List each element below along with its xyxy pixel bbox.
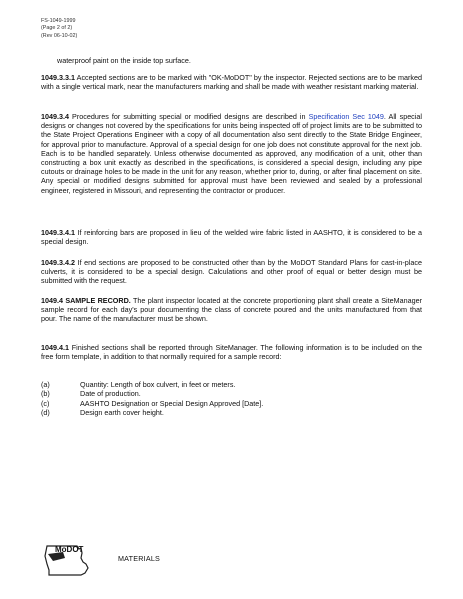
list-item-text: Quantity: Length of box culvert, in feet or meters. [80, 380, 236, 389]
section-1049-3-4-1 [41, 228, 422, 246]
section-1049-4-1 [41, 343, 422, 361]
section-number: 1049.4.1 [41, 343, 69, 352]
section-text-continued: . All special designs or changes not covered by the specifications for units being inspected off of project limits are to be submitted to the State Project Operations Engineer with a copy of all documentation also sent directly to the State Bridge Engineer, for approval prior to manufacture. Approval of a special design for one job does not constitute approval for the next job. Each is to be handled separately. Unless otherwise documented as approved, any modification of a unit, other than constructing a box unit exactly as described in the specifications, is considered a special design, including any pipe cutouts or drainage holes to be made in the unit for any reason, whether prior to, during, or after final placement on site. Any special or modified designs submitted for approval must have been reviewed and sealed by a professional engineer, registered in Missouri, and representing the contractor or producer. [41, 112, 422, 195]
section-1049-3-4-2 [41, 258, 422, 286]
section-text: If reinforcing bars are proposed in lieu of the welded wire fabric listed in AASHTO, it is considered to be a special design. [41, 228, 422, 247]
list-item [41, 408, 422, 417]
list-item-text: AASHTO Designation or Special Design Approved [Date]. [80, 398, 264, 408]
specification-link[interactable]: Specification Sec 1049 [308, 112, 384, 121]
section-text: If end sections are proposed to be constructed other than by the MoDOT Standard Plans for cast-in-place culverts, it is considered to be a special design. Calculations and other proof of equal or better design must be submitted with the request. [41, 258, 422, 286]
section-number: 1049.4 SAMPLE RECORD. [41, 296, 131, 305]
form-number: FS-1049-1999 [41, 18, 76, 24]
section-number: 1049.3.4.1 [41, 228, 75, 237]
list-item-label: (d) [41, 408, 50, 418]
modot-logo [41, 540, 99, 580]
section-number: 1049.3.4.2 [41, 258, 75, 267]
section-number: 1049.3.3.1 [41, 73, 75, 82]
section-text: Finished sections shall be reported through SiteManager. The following information is to be included on the free form template, in addition to that normally required for a sample record: [41, 343, 422, 362]
section-text: Accepted sections are to be marked with "OK-MoDOT" by the inspector. Rejected sections are to be marked with a single vertical mark, near the manufacturers marking and shall be made with weather resistant marking material. [41, 73, 422, 92]
list-item-text: Design earth cover height. [80, 408, 164, 418]
page-indicator: (Page 2 of 2) [41, 25, 73, 32]
section-text: Procedures for submitting special or modified designs are described in [68, 112, 309, 121]
list-item-label: (a) [41, 380, 50, 389]
document-header [41, 18, 77, 40]
list-item-label: (c) [41, 398, 50, 408]
section-text: The plant inspector located at the concrete proportioning plant shall create a SiteManager sample record for each day's pour documenting the class of concrete poured and the units manufactured from that pour. The name of the manufacturer must be shown. [41, 296, 422, 324]
document-footer [41, 540, 441, 580]
sample-record-list [41, 380, 422, 418]
section-1049-4 [41, 296, 422, 324]
section-1049-3-4 [41, 112, 422, 195]
list-item-label: (b) [41, 389, 50, 399]
list-item [41, 389, 422, 398]
list-item [41, 380, 422, 389]
intro-paragraph: waterproof paint on the inside top surface. [57, 56, 191, 65]
svg-text:MoDOT: MoDOT [55, 545, 84, 554]
list-item [41, 399, 422, 408]
section-number: 1049.3.4 [41, 112, 69, 121]
list-item-text: Date of production. [80, 389, 141, 399]
revision-date: (Rev 06-10-02) [41, 32, 78, 39]
footer-materials-label: MATERIALS [118, 554, 161, 563]
section-1049-3-3-1 [41, 73, 422, 91]
